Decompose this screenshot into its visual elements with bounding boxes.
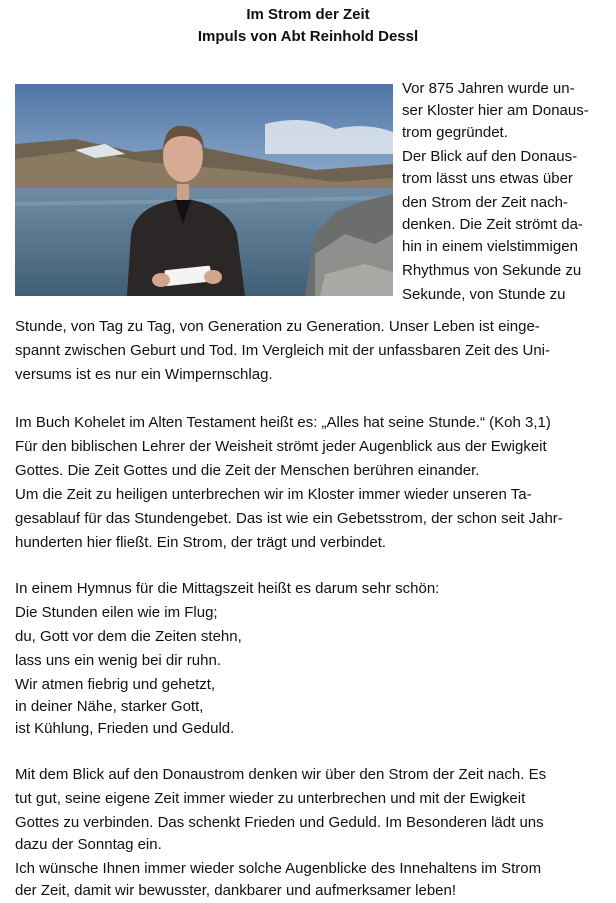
text-line: Die Stunden eilen wie im Flug; — [15, 604, 218, 621]
text-line: hunderten hier fließt. Ein Strom, der trägt und verbindet. — [15, 534, 387, 551]
text-line: dazu der Sonntag ein. — [15, 836, 162, 853]
text-line: Rhythmus von Sekunde zu — [402, 262, 582, 279]
text-line: in deiner Nähe, starker Gott, — [15, 698, 204, 715]
text-line: gesablauf für das Stundengebet. Das ist wie ein Gebetsstrom, der schon seit Jahr- — [15, 510, 563, 527]
text-line: Der Blick auf den Donaus- — [402, 148, 578, 165]
text-line: Mit dem Blick auf den Donaustrom denken wir über den Strom der Zeit nach. Es — [15, 766, 547, 783]
page-subtitle: Impuls von Abt Reinhold Dessl — [197, 28, 419, 45]
text-line: du, Gott vor dem die Zeiten stehn, — [15, 628, 242, 645]
text-line: Stunde, von Tag zu Tag, von Generation zu Generation. Unser Leben ist einge- — [15, 318, 540, 335]
text-line: spannt zwischen Geburt und Tod. Im Vergleich mit der unfassbaren Zeit des Uni- — [15, 342, 550, 359]
text-line: tut gut, seine eigene Zeit immer wieder zu unterbrechen und mit der Ewigkeit — [15, 790, 526, 807]
text-line: der Zeit, damit wir bewusster, dankbarer und aufmerksamer leben! — [15, 882, 457, 899]
text-line: lass uns ein wenig bei dir ruhn. — [15, 652, 221, 669]
abbot-photo — [15, 84, 393, 296]
text-line: trom lässt uns etwas über — [402, 170, 573, 187]
text-line: den Strom der Zeit nach- — [402, 194, 568, 211]
text-line: Im Buch Kohelet im Alten Testament heißt es: „Alles hat seine Stunde.“ (Koh 3,1) — [15, 414, 551, 431]
text-line: Gottes. Die Zeit Gottes und die Zeit der Menschen berühren einander. — [15, 462, 480, 479]
text-line: Um die Zeit zu heiligen unterbrechen wir im Kloster immer wieder unseren Ta- — [15, 486, 532, 503]
text-line: Für den biblischen Lehrer der Weisheit strömt jeder Augenblick aus der Ewigkeit — [15, 438, 547, 455]
text-line: versums ist es nur ein Wimpernschlag. — [15, 366, 273, 383]
text-line: Wir atmen fiebrig und gehetzt, — [15, 676, 216, 693]
text-line: denken. Die Zeit strömt da- — [402, 216, 583, 233]
text-line: trom gegründet. — [402, 124, 508, 141]
page-title: Im Strom der Zeit — [246, 6, 370, 23]
text-line: Vor 875 Jahren wurde un- — [402, 80, 575, 97]
text-line: Ich wünsche Ihnen immer wieder solche Augenblicke des Innehaltens im Strom — [15, 860, 542, 877]
text-line: Gottes zu verbinden. Das schenkt Frieden und Geduld. Im Besonderen lädt uns — [15, 814, 544, 831]
text-line: Sekunde, von Stunde zu — [402, 286, 566, 303]
text-line: ser Kloster hier am Donaus- — [402, 102, 589, 119]
text-line: ist Kühlung, Frieden und Geduld. — [15, 720, 235, 737]
text-line: In einem Hymnus für die Mittagszeit heißt es darum sehr schön: — [15, 580, 440, 597]
text-line: hin in einem vielstimmigen — [402, 238, 578, 255]
